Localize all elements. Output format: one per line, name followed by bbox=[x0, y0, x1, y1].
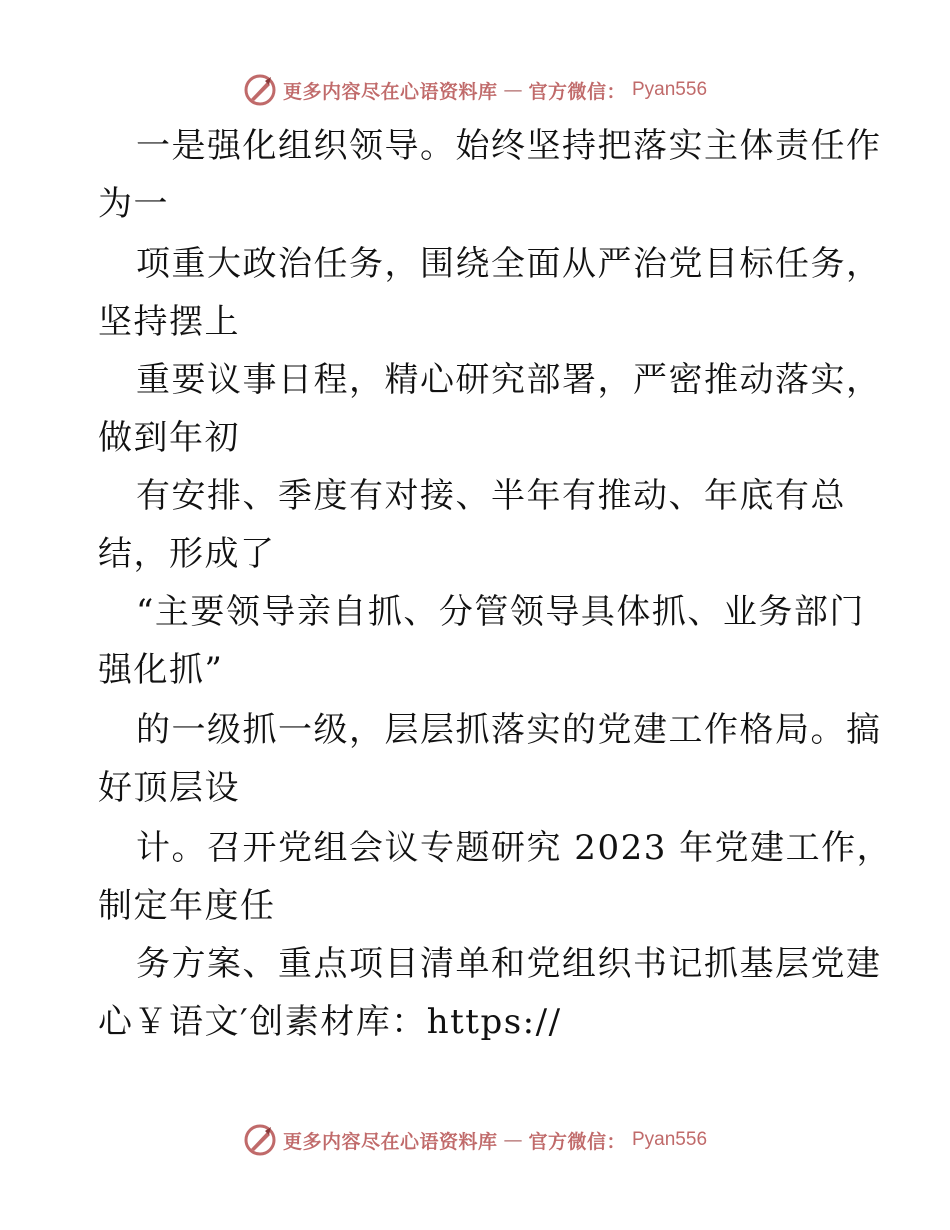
text-line: 结，形成了 bbox=[98, 534, 276, 574]
text-line: 坚持摆上 bbox=[98, 302, 240, 342]
text-line: 心￥语文′创素材库：https:// bbox=[98, 1002, 562, 1042]
watermark-text: 更多内容尽在心语资料库 bbox=[282, 80, 498, 103]
watermark-text: 更多内容尽在心语资料库 bbox=[282, 1130, 498, 1153]
watermark-official-label: 官方微信： bbox=[528, 80, 626, 103]
text-line: 的一级抓一级，层层抓落实的党建工作格局。搞 bbox=[136, 710, 882, 750]
text-line: 项重大政治任务，围绕全面从严治党目标任务， bbox=[136, 244, 882, 284]
header-watermark bbox=[0, 70, 950, 110]
text-line: 有安排、季度有对接、半年有推动、年底有总 bbox=[136, 476, 846, 516]
text-line: 强化抓” bbox=[98, 650, 224, 690]
quill-logo-icon bbox=[243, 73, 277, 107]
text-line: “主要领导亲自抓、分管领导具体抓、业务部门 bbox=[136, 592, 865, 632]
text-line: 重要议事日程，精心研究部署，严密推动落实， bbox=[136, 360, 882, 400]
text-line: 制定年度任 bbox=[98, 886, 276, 926]
text-line: 计。召开党组会议专题研究 2023 年党建工作， bbox=[136, 828, 893, 868]
text-line: 好顶层设 bbox=[98, 768, 240, 808]
footer-watermark bbox=[0, 1120, 950, 1160]
text-line: 一是强化组织领导。始终坚持把落实主体责任作 bbox=[136, 126, 882, 166]
watermark-wechat-id: Pyan556 bbox=[632, 79, 708, 100]
text-line: 务方案、重点项目清单和党组织书记抓基层党建 bbox=[136, 944, 882, 984]
text-line: 为一 bbox=[98, 184, 169, 224]
watermark-separator: — bbox=[503, 79, 523, 101]
text-line: 做到年初 bbox=[98, 418, 240, 458]
watermark-separator: — bbox=[503, 1129, 523, 1151]
watermark-official-label: 官方微信： bbox=[528, 1130, 626, 1153]
quill-logo-icon bbox=[243, 1123, 277, 1157]
watermark-wechat-id: Pyan556 bbox=[632, 1129, 708, 1150]
